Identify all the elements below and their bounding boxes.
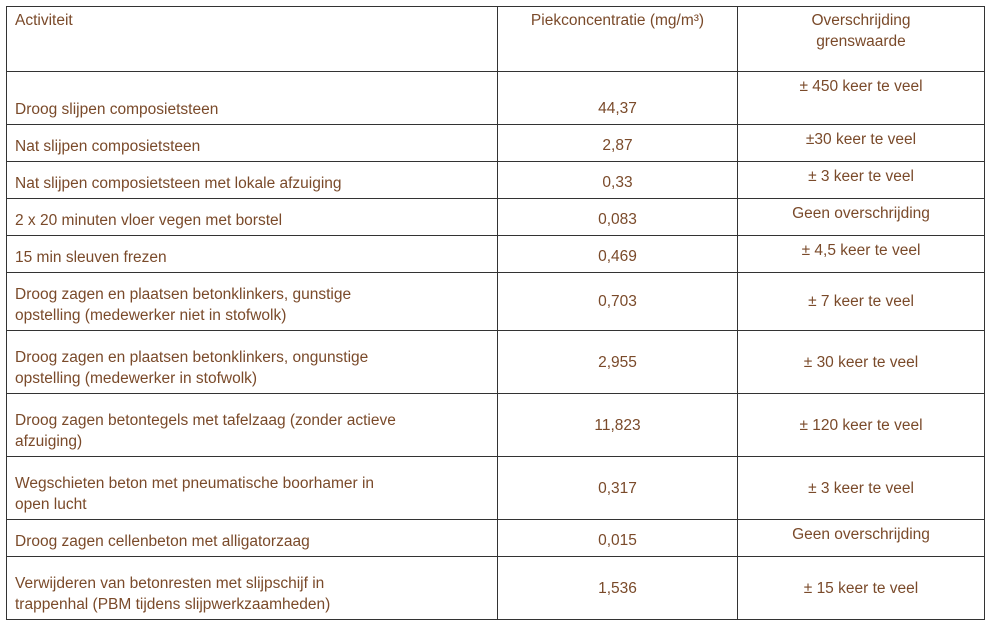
table-row	[7, 162, 985, 199]
activity-line2: open lucht	[15, 496, 87, 513]
table-row	[7, 125, 985, 162]
cell-activity	[7, 457, 498, 520]
activity-line1: Wegschieten beton met pneumatische boorhamer in	[15, 475, 375, 492]
cell-concentration: 0,015	[498, 520, 738, 557]
cell-activity	[7, 394, 498, 457]
cell-activity	[7, 273, 498, 331]
cell-activity	[7, 72, 498, 125]
activity-line2: afzuiging)	[15, 433, 83, 450]
table-row	[7, 236, 985, 273]
header-activity: Activiteit	[7, 7, 498, 72]
table-row	[7, 457, 985, 520]
cell-exceedance: ± 450 keer te veel	[738, 72, 985, 125]
activity-line1: Droog zagen en plaatsen betonklinkers, ongunstige	[15, 349, 369, 366]
table-row	[7, 520, 985, 557]
cell-activity	[7, 199, 498, 236]
header-exceedance	[738, 7, 985, 72]
cell-exceedance: ± 7 keer te veel	[738, 273, 985, 331]
activity-line2: opstelling (medewerker niet in stofwolk)	[15, 307, 287, 324]
table-row	[7, 557, 985, 620]
table-row	[7, 199, 985, 236]
cell-exceedance: ± 30 keer te veel	[738, 331, 985, 394]
activity-line1: Verwijderen van betonresten met slijpschijf in	[15, 575, 325, 592]
cell-exceedance: ± 15 keer te veel	[738, 557, 985, 620]
table-body	[7, 72, 985, 620]
cell-concentration: 2,955	[498, 331, 738, 394]
activity-line1: 2 x 20 minuten vloer vegen met borstel	[15, 212, 283, 229]
activity-line1: 15 min sleuven frezen	[15, 249, 167, 266]
header-exceedance-line2: grenswaarde	[816, 33, 906, 50]
header-exceedance-line1: Overschrijding	[811, 12, 911, 29]
cell-concentration: 0,317	[498, 457, 738, 520]
activity-line1: Droog zagen cellenbeton met alligatorzaag	[15, 533, 310, 550]
cell-exceedance: Geen overschrijding	[738, 520, 985, 557]
dust-concentration-table	[6, 6, 985, 620]
activity-line1: Nat slijpen composietsteen met lokale afzuiging	[15, 175, 342, 192]
cell-concentration: 11,823	[498, 394, 738, 457]
header-row	[7, 7, 985, 72]
activity-line1: Droog zagen betontegels met tafelzaag (zonder actieve	[15, 412, 396, 429]
table-row	[7, 273, 985, 331]
cell-activity	[7, 520, 498, 557]
cell-activity	[7, 162, 498, 199]
cell-concentration: 0,33	[498, 162, 738, 199]
cell-exceedance: ± 120 keer te veel	[738, 394, 985, 457]
table-row	[7, 394, 985, 457]
cell-exceedance: Geen overschrijding	[738, 199, 985, 236]
cell-concentration: 0,469	[498, 236, 738, 273]
table-row	[7, 72, 985, 125]
cell-concentration: 0,703	[498, 273, 738, 331]
cell-exceedance: ±30 keer te veel	[738, 125, 985, 162]
cell-activity	[7, 236, 498, 273]
cell-concentration: 44,37	[498, 72, 738, 125]
cell-exceedance: ± 4,5 keer te veel	[738, 236, 985, 273]
table-row	[7, 331, 985, 394]
cell-concentration: 2,87	[498, 125, 738, 162]
cell-activity	[7, 331, 498, 394]
activity-line1: Droog zagen en plaatsen betonklinkers, gunstige	[15, 286, 352, 303]
activity-line2: opstelling (medewerker in stofwolk)	[15, 370, 258, 387]
header-concentration: Piekconcentratie (mg/m³)	[498, 7, 738, 72]
cell-concentration: 0,083	[498, 199, 738, 236]
activity-line1: Nat slijpen composietsteen	[15, 138, 201, 155]
cell-concentration: 1,536	[498, 557, 738, 620]
cell-exceedance: ± 3 keer te veel	[738, 457, 985, 520]
cell-activity	[7, 125, 498, 162]
cell-exceedance: ± 3 keer te veel	[738, 162, 985, 199]
activity-line2: trappenhal (PBM tijdens slijpwerkzaamheden)	[15, 596, 331, 613]
activity-line1: Droog slijpen composietsteen	[15, 101, 219, 118]
cell-activity	[7, 557, 498, 620]
